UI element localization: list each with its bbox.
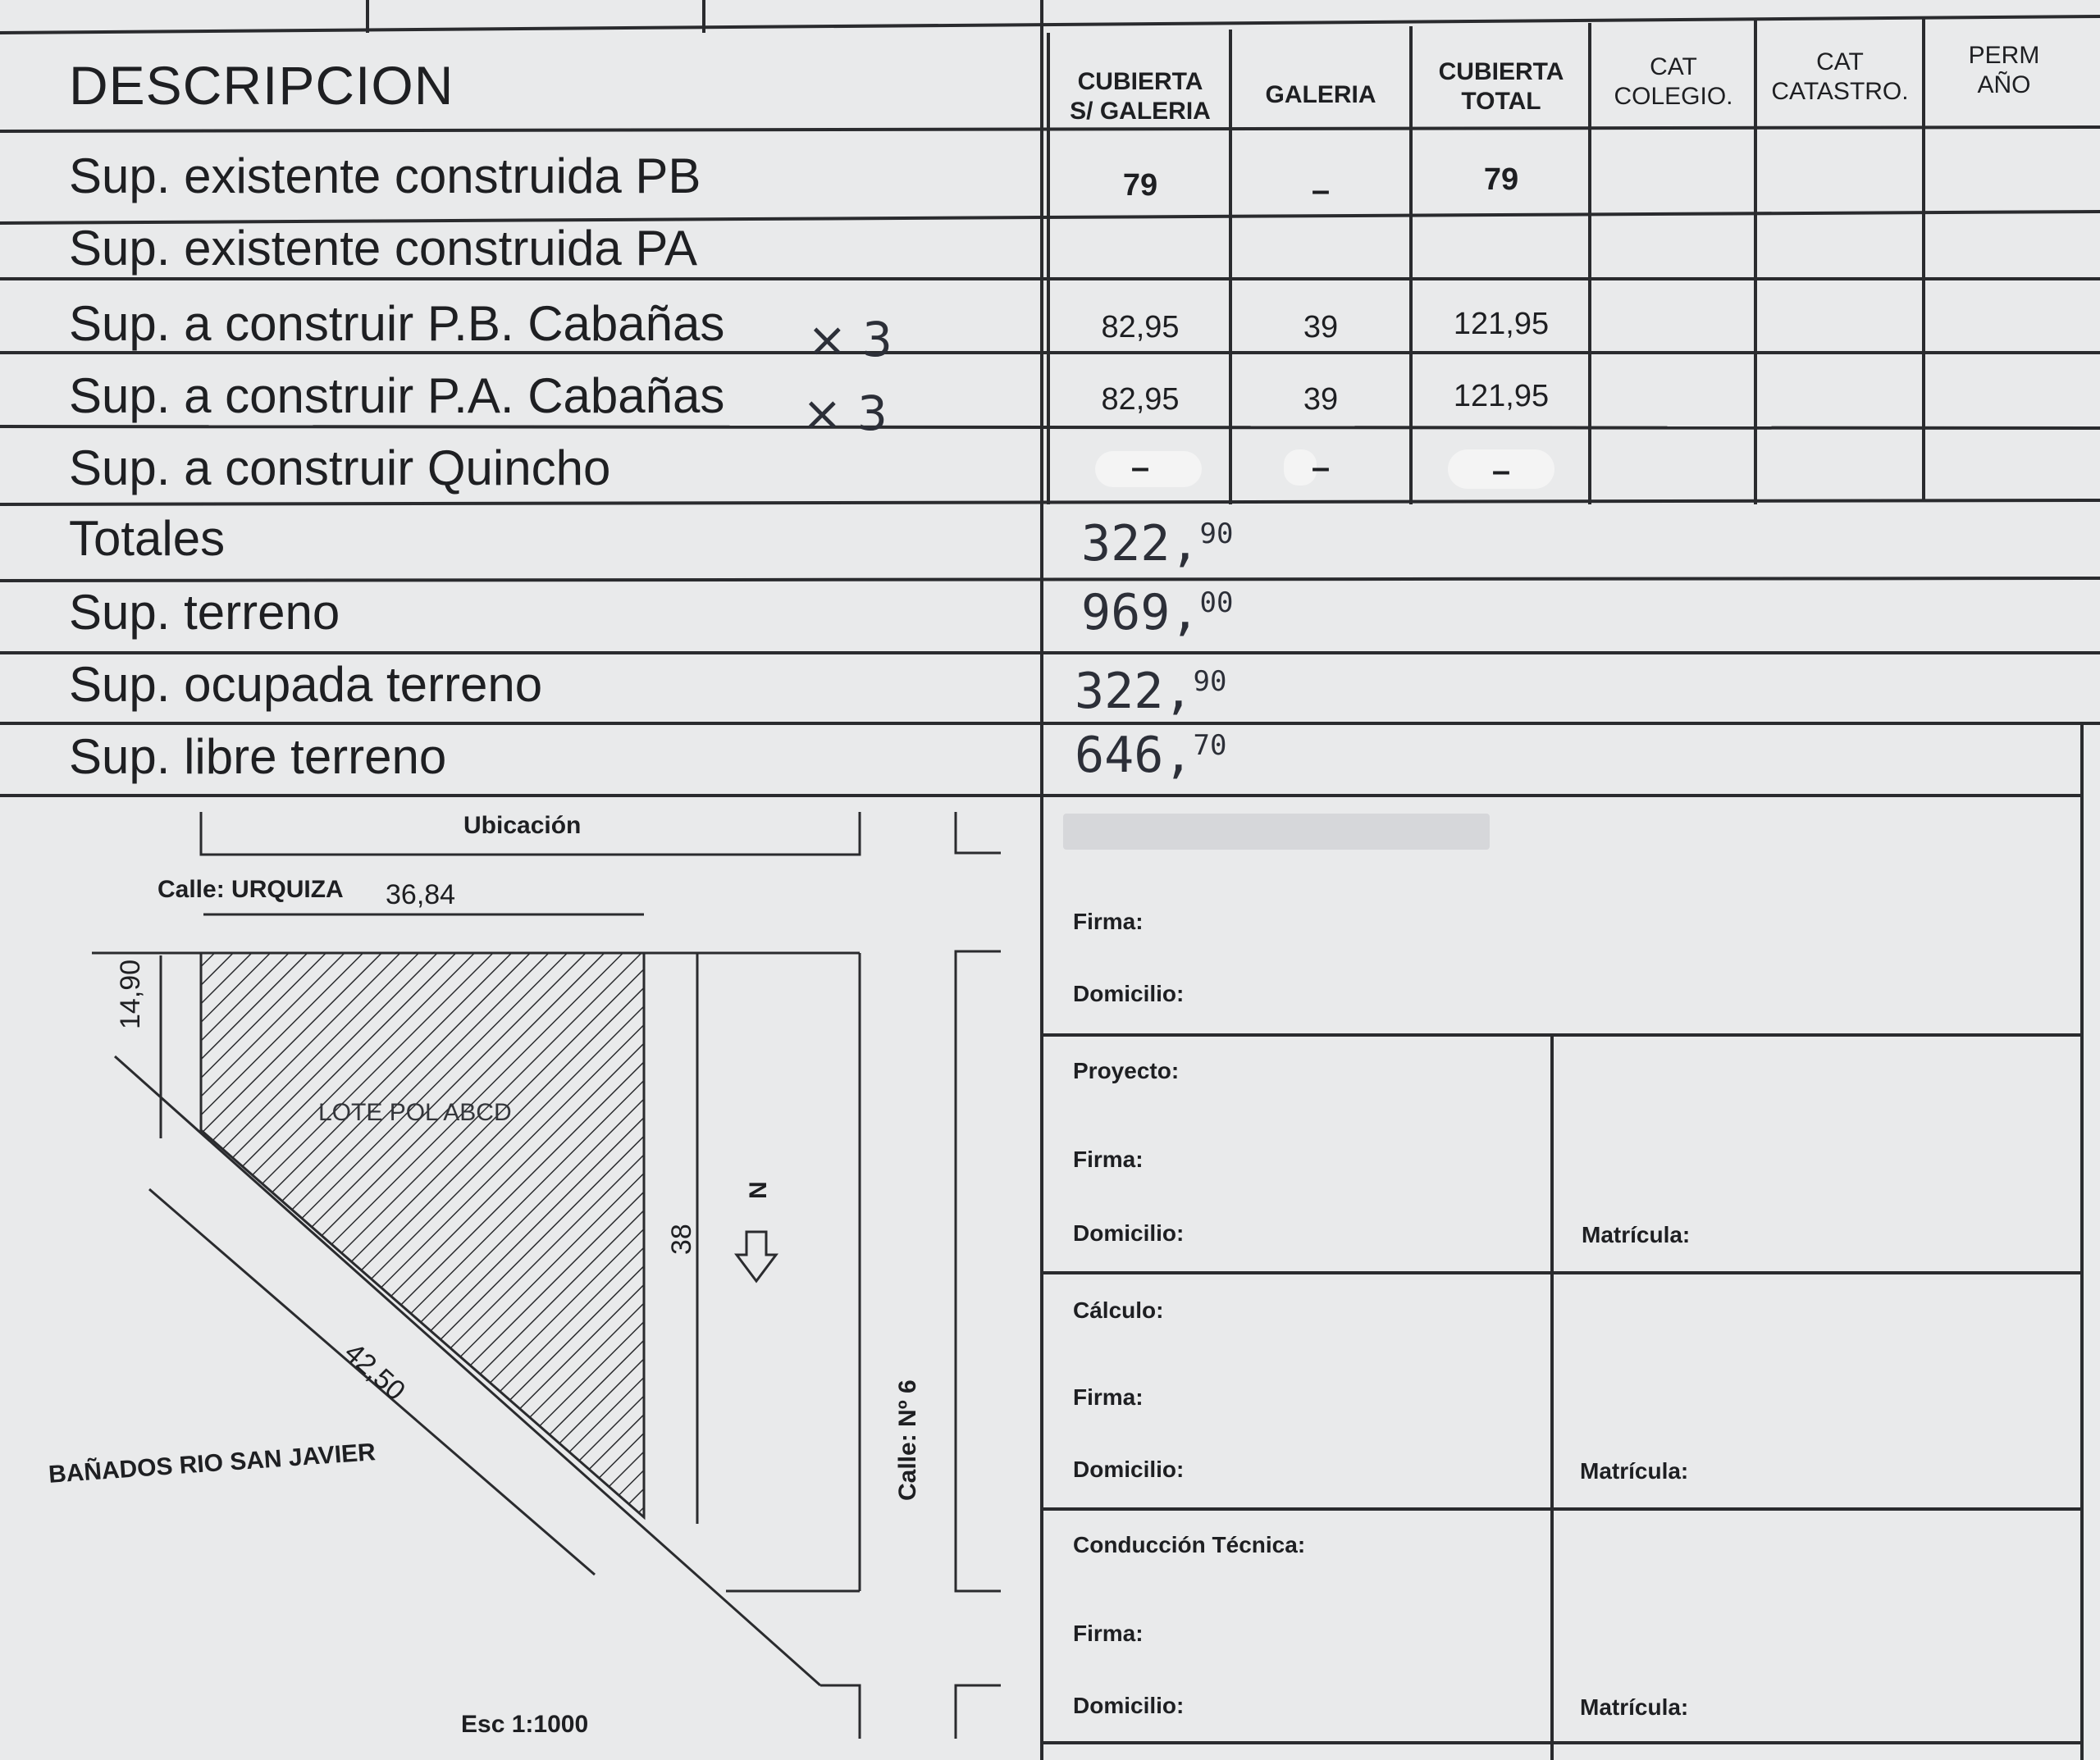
cell-cubierta: 82,95 bbox=[1101, 382, 1180, 417]
cell-cubierta: 82,95 bbox=[1101, 310, 1180, 344]
street-right: Calle: Nº 6 bbox=[894, 1379, 921, 1501]
lot-polygon bbox=[201, 953, 644, 1517]
conduccion-domicilio: Domicilio: bbox=[1073, 1693, 1185, 1718]
scale-label: Esc 1:1000 bbox=[461, 1711, 589, 1738]
totals-value: 322,90 bbox=[1081, 515, 1234, 572]
col-header-perm-ano: PERM AÑO bbox=[1968, 42, 2040, 98]
area-label: BAÑADOS RIO SAN JAVIER bbox=[48, 1439, 377, 1489]
plan-title: Ubicación bbox=[463, 812, 582, 839]
cell-cubierta: 79 bbox=[1122, 168, 1158, 203]
col-header-cubierta-total: CUBIERTA TOTAL bbox=[1438, 58, 1564, 115]
proyecto-domicilio: Domicilio: bbox=[1073, 1220, 1185, 1246]
row-label: Sup. a construir P.A. Cabañas bbox=[69, 368, 725, 423]
proyecto-firma: Firma: bbox=[1073, 1147, 1144, 1172]
lot-label: LOTE POL ABCD bbox=[318, 1099, 512, 1126]
cell-galeria: – bbox=[1311, 172, 1331, 208]
cell-cubierta: – bbox=[1130, 449, 1150, 486]
cell-total: 121,95 bbox=[1453, 379, 1550, 413]
dim-left: 14,90 bbox=[115, 959, 146, 1029]
cell-galeria: – bbox=[1311, 449, 1331, 486]
conduccion-matricula: Matrícula: bbox=[1580, 1694, 1689, 1720]
col-header-cat-catastro: CAT CATASTRO. bbox=[1771, 48, 1909, 105]
calculo-matricula: Matrícula: bbox=[1580, 1458, 1689, 1484]
north-arrow bbox=[737, 1232, 776, 1281]
dim-top: 36,84 bbox=[386, 879, 456, 910]
cell-galeria: 39 bbox=[1303, 382, 1339, 417]
sup-terreno-label: Sup. terreno bbox=[69, 585, 340, 640]
totals-label: Totales bbox=[69, 511, 226, 566]
calculo-firma: Firma: bbox=[1073, 1384, 1144, 1410]
cell-total: 79 bbox=[1483, 162, 1519, 197]
col-header-cat-colegio: CAT COLEGIO. bbox=[1614, 53, 1733, 110]
redacted-name bbox=[1063, 814, 1490, 850]
row-label: Sup. a construir P.B. Cabañas bbox=[69, 296, 725, 351]
row-note: × 3 bbox=[802, 385, 888, 441]
row-label: Sup. a construir Quincho bbox=[69, 440, 611, 495]
proyecto-matricula: Matrícula: bbox=[1582, 1222, 1691, 1247]
location-plan bbox=[0, 796, 1042, 1760]
cell-total: – bbox=[1491, 453, 1511, 489]
col-header-galeria: GALERIA bbox=[1265, 81, 1376, 108]
dim-diagonal: 42,50 bbox=[338, 1337, 412, 1407]
cell-total: 121,95 bbox=[1453, 307, 1550, 341]
calculo-label: Cálculo: bbox=[1073, 1297, 1164, 1323]
conduccion-firma: Firma: bbox=[1073, 1621, 1144, 1646]
owner-domicilio: Domicilio: bbox=[1073, 981, 1185, 1006]
owner-firma: Firma: bbox=[1073, 909, 1144, 934]
col-header-cubierta-sin-galeria: CUBIERTA S/ GALERIA bbox=[1070, 68, 1211, 125]
dim-right: 38 bbox=[666, 1224, 697, 1255]
sup-ocupada-value: 322,90 bbox=[1075, 663, 1227, 720]
calculo-domicilio: Domicilio: bbox=[1073, 1457, 1185, 1482]
cell-galeria: 39 bbox=[1303, 310, 1339, 344]
street-top: Calle: URQUIZA bbox=[158, 876, 344, 903]
conduccion-label: Conducción Técnica: bbox=[1073, 1532, 1306, 1557]
description-header: DESCRIPCION bbox=[69, 55, 454, 116]
north-label: N bbox=[745, 1181, 772, 1199]
proyecto-label: Proyecto: bbox=[1073, 1058, 1180, 1083]
sup-terreno-value: 969,00 bbox=[1081, 584, 1234, 641]
sup-libre-label: Sup. libre terreno bbox=[69, 729, 447, 784]
row-label: Sup. existente construida PB bbox=[69, 148, 701, 203]
sup-ocupada-label: Sup. ocupada terreno bbox=[69, 657, 543, 712]
row-note: × 3 bbox=[807, 312, 892, 367]
sup-libre-value: 646,70 bbox=[1075, 727, 1227, 784]
row-label: Sup. existente construida PA bbox=[69, 221, 697, 276]
